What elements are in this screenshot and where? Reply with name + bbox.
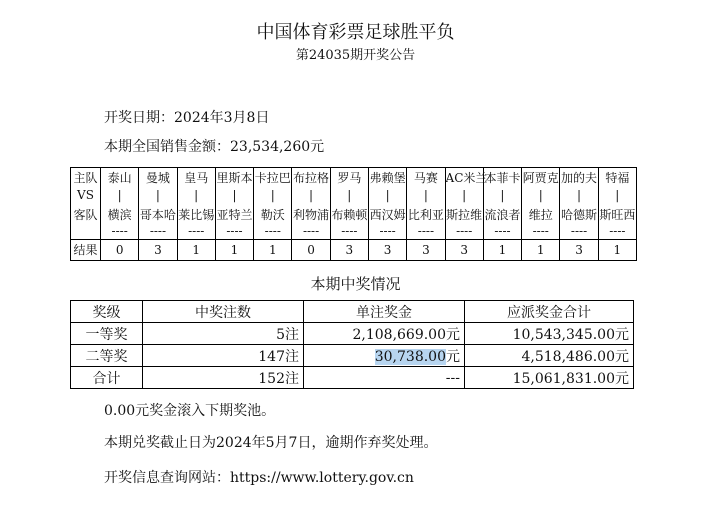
total-prize: 15,061,831.00元 — [465, 367, 634, 389]
home-team: 加的夫 — [561, 171, 598, 185]
match-separator: | — [232, 188, 237, 202]
away-team: 斯拉维 — [446, 208, 483, 222]
vs-label: VS — [77, 188, 94, 202]
header-single: 单注奖金 — [304, 301, 465, 323]
match-result: 1 — [483, 240, 521, 261]
match-dash: ---- — [264, 224, 281, 238]
home-team: AC米兰 — [445, 171, 488, 185]
home-team-label: 主队 — [73, 171, 98, 185]
single-prize — [304, 345, 465, 367]
match-result: 3 — [445, 240, 483, 261]
sales-amount: 本期全国销售金额：23,534,260元 — [104, 139, 325, 155]
match-result: 1 — [215, 240, 253, 261]
match-separator: | — [194, 188, 199, 202]
home-team: 阿贾克 — [522, 171, 559, 185]
home-team: 罗马 — [337, 171, 362, 185]
prize-level: 一等奖 — [71, 323, 143, 345]
match-dash: ---- — [341, 224, 358, 238]
match-cell — [407, 168, 445, 240]
away-team: 亚特兰 — [216, 208, 253, 222]
result-label: 结果 — [71, 240, 101, 261]
match-result: 3 — [560, 240, 598, 261]
home-team: 弗赖堡 — [369, 171, 406, 185]
match-dash: ---- — [188, 224, 205, 238]
away-team: 哈德斯 — [561, 208, 598, 222]
away-team: 布赖顿 — [331, 208, 368, 222]
home-team: 本菲卡 — [484, 171, 521, 185]
away-team: 流浪者 — [484, 208, 521, 222]
match-separator: | — [500, 188, 505, 202]
match-result: 1 — [254, 240, 292, 261]
total-prize: 4,518,486.00元 — [465, 345, 634, 367]
home-team: 卡拉巴 — [254, 171, 291, 185]
home-team: 里斯本 — [216, 171, 253, 185]
winner-count: 147注 — [143, 345, 304, 367]
match-cell — [560, 168, 598, 240]
match-cell — [254, 168, 292, 240]
matches-teams-row — [71, 168, 637, 240]
total-prize: 10,543,345.00元 — [465, 323, 634, 345]
single-prize-unit: 元 — [446, 348, 460, 365]
away-team: 维拉 — [528, 208, 553, 222]
match-cell — [483, 168, 521, 240]
match-result: 0 — [101, 240, 139, 261]
match-cell — [598, 168, 636, 240]
prize-level: 二等奖 — [71, 345, 143, 367]
match-separator: | — [155, 188, 160, 202]
match-dash: ---- — [494, 224, 511, 238]
single-prize: 2,108,669.00元 — [304, 323, 465, 345]
match-separator: | — [576, 188, 582, 202]
match-result: 3 — [368, 240, 406, 261]
winner-count: 152注 — [143, 367, 304, 389]
match-cell — [292, 168, 330, 240]
home-team: 皇马 — [184, 171, 209, 185]
home-team: 特福 — [605, 171, 630, 185]
match-dash: ---- — [456, 224, 473, 238]
home-team: 曼城 — [145, 171, 170, 185]
prize-row-total — [71, 367, 634, 389]
away-team: 西汉姆 — [369, 208, 406, 222]
header-total: 应派奖金合计 — [465, 301, 634, 323]
website-note: 开奖信息查询网站：https://www.lottery.gov.cn — [104, 470, 414, 486]
match-dash: ---- — [417, 224, 434, 238]
single-prize-highlight: 30,738.00 — [374, 348, 446, 365]
home-team: 泰山 — [107, 171, 132, 185]
header-count: 中奖注数 — [143, 301, 304, 323]
prize-row-second — [71, 345, 634, 367]
away-team: 哥本哈 — [139, 208, 176, 222]
match-cell — [330, 168, 368, 240]
away-team-label: 客队 — [73, 208, 98, 222]
match-cell — [368, 168, 406, 240]
match-cell — [522, 168, 560, 240]
match-separator: | — [462, 188, 467, 202]
match-separator: | — [347, 188, 352, 202]
match-result: 3 — [407, 240, 445, 261]
matches-results-row — [71, 240, 637, 261]
prize-table-header — [71, 301, 634, 323]
match-dash: ---- — [379, 224, 396, 238]
issue-subtitle: 第24035期开奖公告 — [295, 48, 416, 63]
match-result: 1 — [522, 240, 560, 261]
match-dash: ---- — [226, 224, 243, 238]
match-dash: ---- — [609, 224, 626, 238]
away-team: 利物浦 — [293, 208, 330, 222]
match-separator: | — [117, 188, 122, 202]
rollover-note: 0.00元奖金滚入下期奖池。 — [104, 403, 276, 419]
match-dash: ---- — [149, 224, 167, 238]
match-cell — [177, 168, 215, 240]
match-cell — [445, 168, 488, 240]
match-dash: ---- — [532, 224, 549, 238]
away-team: 莱比锡 — [178, 208, 215, 222]
match-dash: ---- — [302, 224, 320, 238]
matches-row-header — [71, 168, 101, 240]
match-separator: | — [423, 188, 428, 202]
prize-section-title: 本期中奖情况 — [310, 275, 401, 293]
matches-table — [70, 167, 637, 261]
away-team: 斯旺西 — [599, 208, 636, 222]
home-team: 布拉格 — [293, 171, 330, 185]
match-result: 1 — [598, 240, 636, 261]
match-separator: | — [309, 188, 314, 202]
match-dash: ---- — [570, 224, 588, 238]
match-result: 1 — [177, 240, 215, 261]
match-result: 3 — [139, 240, 177, 261]
winner-count: 5注 — [143, 323, 304, 345]
match-cell — [139, 168, 177, 240]
away-team: 比利亚 — [407, 208, 444, 222]
match-separator: | — [270, 188, 275, 202]
header-level: 奖级 — [71, 301, 143, 323]
match-separator: | — [615, 188, 620, 202]
prize-level: 合计 — [71, 367, 143, 389]
deadline-note: 本期兑奖截止日为2024年5月7日，逾期作弃奖处理。 — [104, 435, 438, 451]
away-team: 勒沃 — [260, 208, 285, 222]
match-result: 0 — [292, 240, 330, 261]
match-result: 3 — [330, 240, 368, 261]
away-team: 横滨 — [107, 208, 132, 222]
prize-table — [70, 300, 634, 389]
prize-row-first — [71, 323, 634, 345]
match-separator: | — [385, 188, 390, 202]
match-cell — [101, 168, 139, 240]
match-separator: | — [538, 188, 543, 202]
single-prize: --- — [304, 367, 465, 389]
match-dash: ---- — [111, 224, 128, 238]
draw-date: 开奖日期：2024年3月8日 — [104, 110, 270, 126]
home-team: 马赛 — [413, 171, 438, 185]
match-cell — [215, 168, 253, 240]
page-title: 中国体育彩票足球胜平负 — [256, 22, 455, 43]
